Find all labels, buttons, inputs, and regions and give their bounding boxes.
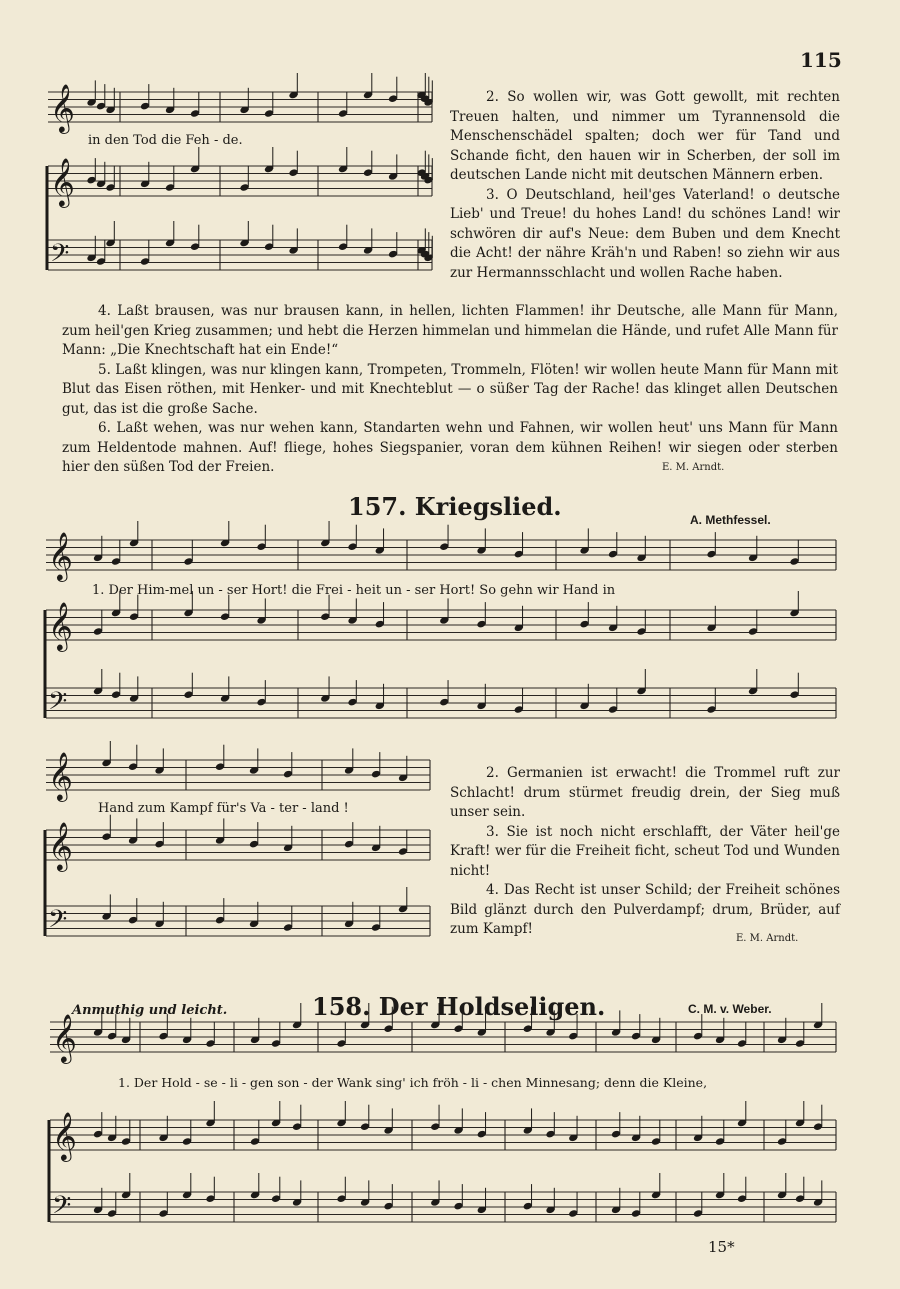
song157-lyric-1: 1. Der Him-mel un - ser Hort! die Frei - heit un - ser Hort! So gehn wir Hand in	[92, 583, 616, 598]
song157-b-staff2-bass-clef: 𝄢	[48, 905, 68, 940]
song158-title: 158. Der Holdseligen.	[312, 992, 606, 1021]
song156-verse-3: 3. O Deutschland, heil'ges Vaterland! o deutsche Lieb' und Treue! du hohes Land! du schönes Land! wir schwören dir auf's Neue: dem Buben und dem Knecht die Acht! der nähre Kräh'n und Raben! so ziehn wir aus zur Hermannsschlacht und wollen Rache haben.	[450, 186, 840, 281]
song156-author: E. M. Arndt.	[662, 462, 725, 473]
song158-composer: C. M. v. Weber.	[688, 1002, 772, 1016]
song156-verse-5: 5. Laßt klingen, was nur klingen kann, Trompeten, Trommeln, Flöten! wir wollen heute Mann für Mann mit Blut das Eisen röthen, mit Henker- und mit Knechteblut — o süßer Tag der Rache! das klinget allen Deutschen gut, das ist die große Sache.	[62, 361, 838, 417]
song158-lyric: 1. Der Hold - se - li - gen son - der Wank sing' ich fröh - li - chen Minnesang; denn die Kleine,	[118, 1075, 708, 1090]
song157-title: 157. Kriegslied.	[348, 492, 562, 521]
song158-staff1-treble-clef: 𝄞	[52, 1111, 77, 1160]
song156-verse-2: 2. So wollen wir, was Gott gewollt, mit rechten Treuen halten, und nimmer um Tyrannensold die Menschenschädel spalten; doch wer für Tand und Schande ficht, den hauen wir in Scherben, der soll im deutschen Lande nicht mit deutschen Männern erben.	[450, 89, 840, 183]
song157-verse-2: 2. Germanien ist erwacht! die Trommel ruft zur Schlacht! drum stürmet freudig drein, der Sieg muß unser sein.	[450, 765, 840, 820]
song157-a-staff2-bass-clef: 𝄢	[48, 687, 68, 722]
song157-verse-4: 4. Das Recht ist unser Schild; der Freiheit schönes Bild glänzt durch den Pulverdampf; drum, Brüder, auf zum Kampf!	[450, 882, 840, 937]
song157-verses	[450, 764, 840, 940]
song156-staff0-treble-clef: 𝄞	[50, 83, 75, 132]
song156-verses-full	[62, 302, 838, 478]
song158-tempo: Anmuthig und leicht.	[72, 1003, 228, 1018]
song158-staff0-treble-clef: 𝄞	[52, 1013, 77, 1062]
song156-verse-6: 6. Laßt wehen, was nur wehen kann, Standarten wehn und Fahnen, wir wollen heut' uns Mann für Mann zum Heldentode mahnen. Auf! fliege, hohes Siegspanier, voran dem kühnen Reihen! wir siegen oder sterben hier den süßen Tod der Freien.	[62, 420, 838, 475]
page-number: 115	[800, 48, 842, 72]
song157-a-staff1-treble-clef: 𝄞	[48, 601, 73, 650]
song158-staff2-bass-clef: 𝄢	[52, 1191, 72, 1226]
song156-staff2-bass-clef: 𝄢	[50, 239, 70, 274]
song156-verse-4: 4. Laßt brausen, was nur brausen kann, in hellen, lichten Flammen! ihr Deutsche, alle Mann für Mann, zum heil'gen Krieg zusammen; und hebt die Herzen himmelan und himmelan die Hände, und rufet Alle Mann für Mann: „Die Knechtschaft hat ein Ende!“	[62, 303, 838, 358]
song157-composer: A. Methfessel.	[690, 513, 771, 527]
song156-lyric: in den Tod die Feh - de.	[88, 133, 243, 148]
song157-b-staff0-treble-clef: 𝄞	[48, 751, 73, 800]
song157-a-staff0-treble-clef: 𝄞	[48, 531, 73, 580]
song157-lyric-2: Hand zum Kampf für's Va - ter - land !	[98, 801, 349, 816]
song156-verses-side	[450, 88, 840, 283]
song157-author: E. M. Arndt.	[736, 933, 799, 944]
footer-signature: 15*	[708, 1238, 735, 1256]
song157-b-staff1-treble-clef: 𝄞	[48, 821, 73, 870]
song157-verse-3: 3. Sie ist noch nicht erschlafft, der Väter heil'ge Kraft! wer für die Freiheit ficht, scheut Tod und Wunden nicht!	[450, 823, 840, 879]
song156-staff1-treble-clef: 𝄞	[50, 157, 75, 206]
